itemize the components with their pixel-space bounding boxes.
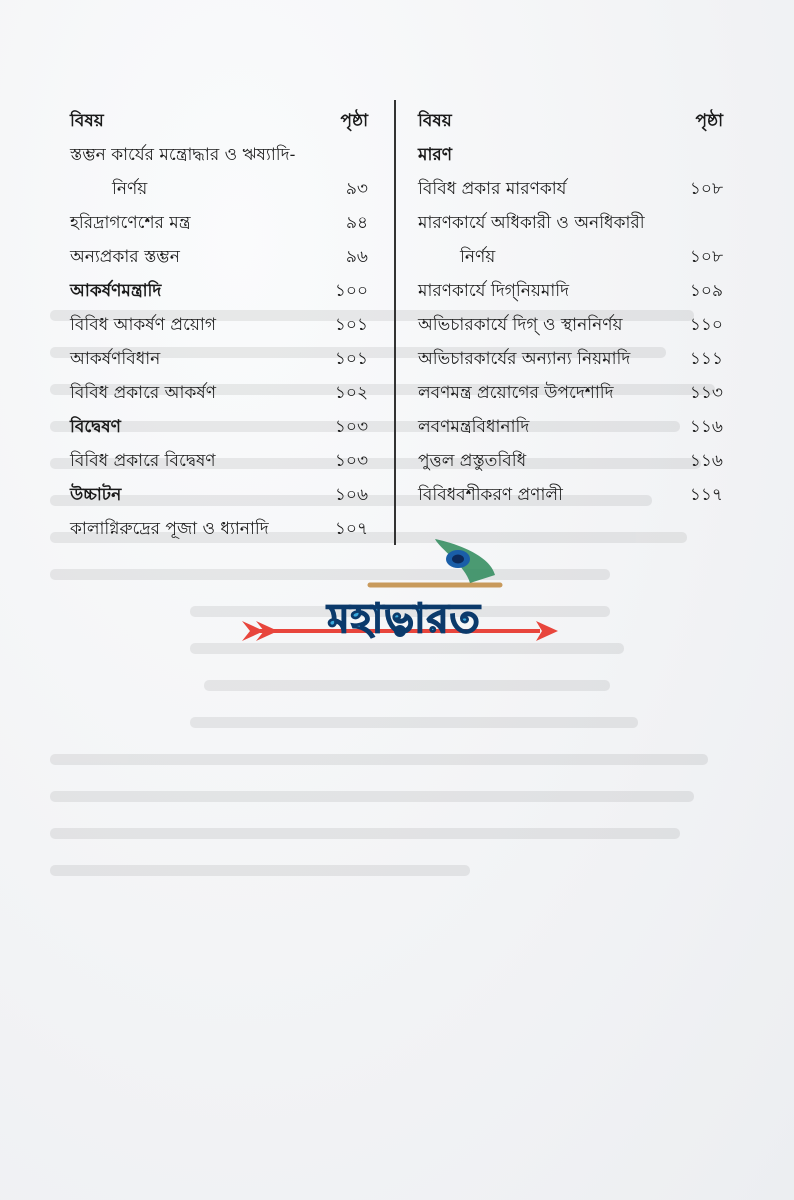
toc-entry-page: ১০৮ (689, 247, 723, 267)
toc-entry-page: ৯৩ (345, 179, 368, 199)
toc-entry-page: ১০৩ (334, 451, 368, 471)
toc-entry (418, 240, 723, 274)
mahabharat-logo (240, 535, 560, 665)
toc-section-entry (418, 138, 723, 172)
toc-entry-title: কালাগ্নিরুদ্রের পূজা ও ধ্যানাদি (70, 519, 269, 539)
toc-entry-page: ৯৪ (345, 213, 368, 233)
toc-entry-title: লবণমন্ত্র প্রয়োগের উপদেশাদি (418, 383, 614, 403)
toc-entry-title: অভিচারকার্যের অন্যান্য নিয়মাদি (418, 349, 631, 369)
toc-section-title: আকর্ষণমন্ত্রাদি (70, 281, 162, 301)
toc-entry-page: ১১৩ (689, 383, 723, 403)
toc-section-entry (70, 274, 368, 308)
toc-entry-page: ১১০ (689, 315, 723, 335)
toc-right-column (418, 108, 723, 512)
toc-entry-page: ১০২ (334, 383, 368, 403)
toc-entry-title: বিবিধ প্রকার মারণকার্য (418, 179, 567, 199)
toc-entry-page: ১০১ (334, 349, 368, 369)
toc-entry-page: ১০৬ (334, 485, 368, 505)
toc-entry-title: বিবিধ প্রকারে আকর্ষণ (70, 383, 217, 403)
toc-entry (418, 376, 723, 410)
page-heading: পৃষ্ঠা (695, 111, 723, 131)
subject-heading: বিষয় (418, 111, 452, 131)
toc-section-title: মারণ (418, 145, 453, 165)
toc-left-column (70, 108, 368, 546)
toc-entry-title: পুত্তল প্রস্তুতবিধি (418, 451, 527, 471)
toc-entry-page: ১০৯ (689, 281, 723, 301)
toc-header (70, 108, 368, 138)
toc-entry (418, 444, 723, 478)
toc-entry-page: ১০১ (334, 315, 368, 335)
toc-entry-title: বিবিধবশীকরণ প্রণালী (418, 485, 563, 505)
toc-entry-title: অন্যপ্রকার স্তম্ভন (70, 247, 180, 267)
toc-section-entry (70, 410, 368, 444)
toc-entry (70, 342, 368, 376)
toc-entry-page: ১১৬ (689, 417, 723, 437)
toc-entry (418, 274, 723, 308)
toc-entry-title: বিবিধ আকর্ষণ প্রয়োগ (70, 315, 216, 335)
toc-entry (70, 308, 368, 342)
toc-entry-title: বিবিধ প্রকারে বিদ্বেষণ (70, 451, 216, 471)
toc-entry-title: মারণকার্যে দিগ্‌নিয়মাদি (418, 281, 570, 301)
toc-entry (70, 138, 368, 172)
toc-entry (418, 342, 723, 376)
toc-entry-page: ১০০ (334, 281, 368, 301)
toc-entry (418, 172, 723, 206)
toc-entry-title: স্তম্ভন কার্যের মন্ত্রোদ্ধার ও ঋষ্যাদি- (70, 145, 296, 165)
toc-entry-title: হরিদ্রাগণেশের মন্ত্র (70, 213, 191, 233)
toc-entry-title: অভিচারকার্যে দিগ্‌ ও স্থাননির্ণয় (418, 315, 623, 335)
toc-entry-page: ১১১ (689, 349, 723, 369)
subject-heading: বিষয় (70, 111, 104, 131)
toc-entry (70, 240, 368, 274)
toc-entry (70, 376, 368, 410)
toc-entry (418, 206, 723, 240)
logo-wordmark: মহাভারত (327, 596, 481, 642)
toc-entry-page: ১০৮ (689, 179, 723, 199)
toc-entry-title: লবণমন্ত্রবিধানাদি (418, 417, 530, 437)
toc-entry (70, 172, 368, 206)
toc-entry-title: আকর্ষণবিধান (70, 349, 161, 369)
toc-section-title: উচ্চাটন (70, 485, 122, 505)
page-heading: পৃষ্ঠা (340, 111, 368, 131)
toc-entry-page: ১০৩ (334, 417, 368, 437)
toc-entry-page: ৯৬ (345, 247, 368, 267)
toc-section-title: বিদ্বেষণ (70, 417, 121, 437)
toc-header (418, 108, 723, 138)
toc-entry (418, 478, 723, 512)
toc-entry-page: ১১৭ (689, 485, 723, 505)
toc-entry-title: নির্ণয় (460, 247, 496, 267)
toc-entry-page: ১১৬ (689, 451, 723, 471)
toc-entry-title: নির্ণয় (112, 179, 148, 199)
toc-entry (70, 444, 368, 478)
column-divider (394, 100, 396, 545)
toc-section-entry (70, 478, 368, 512)
toc-entry-title: মারণকার্যে অধিকারী ও অনধিকারী (418, 213, 645, 233)
toc-entry (418, 308, 723, 342)
toc-entry-page: ১০৭ (334, 519, 368, 539)
toc-entry (418, 410, 723, 444)
toc-entry (70, 206, 368, 240)
